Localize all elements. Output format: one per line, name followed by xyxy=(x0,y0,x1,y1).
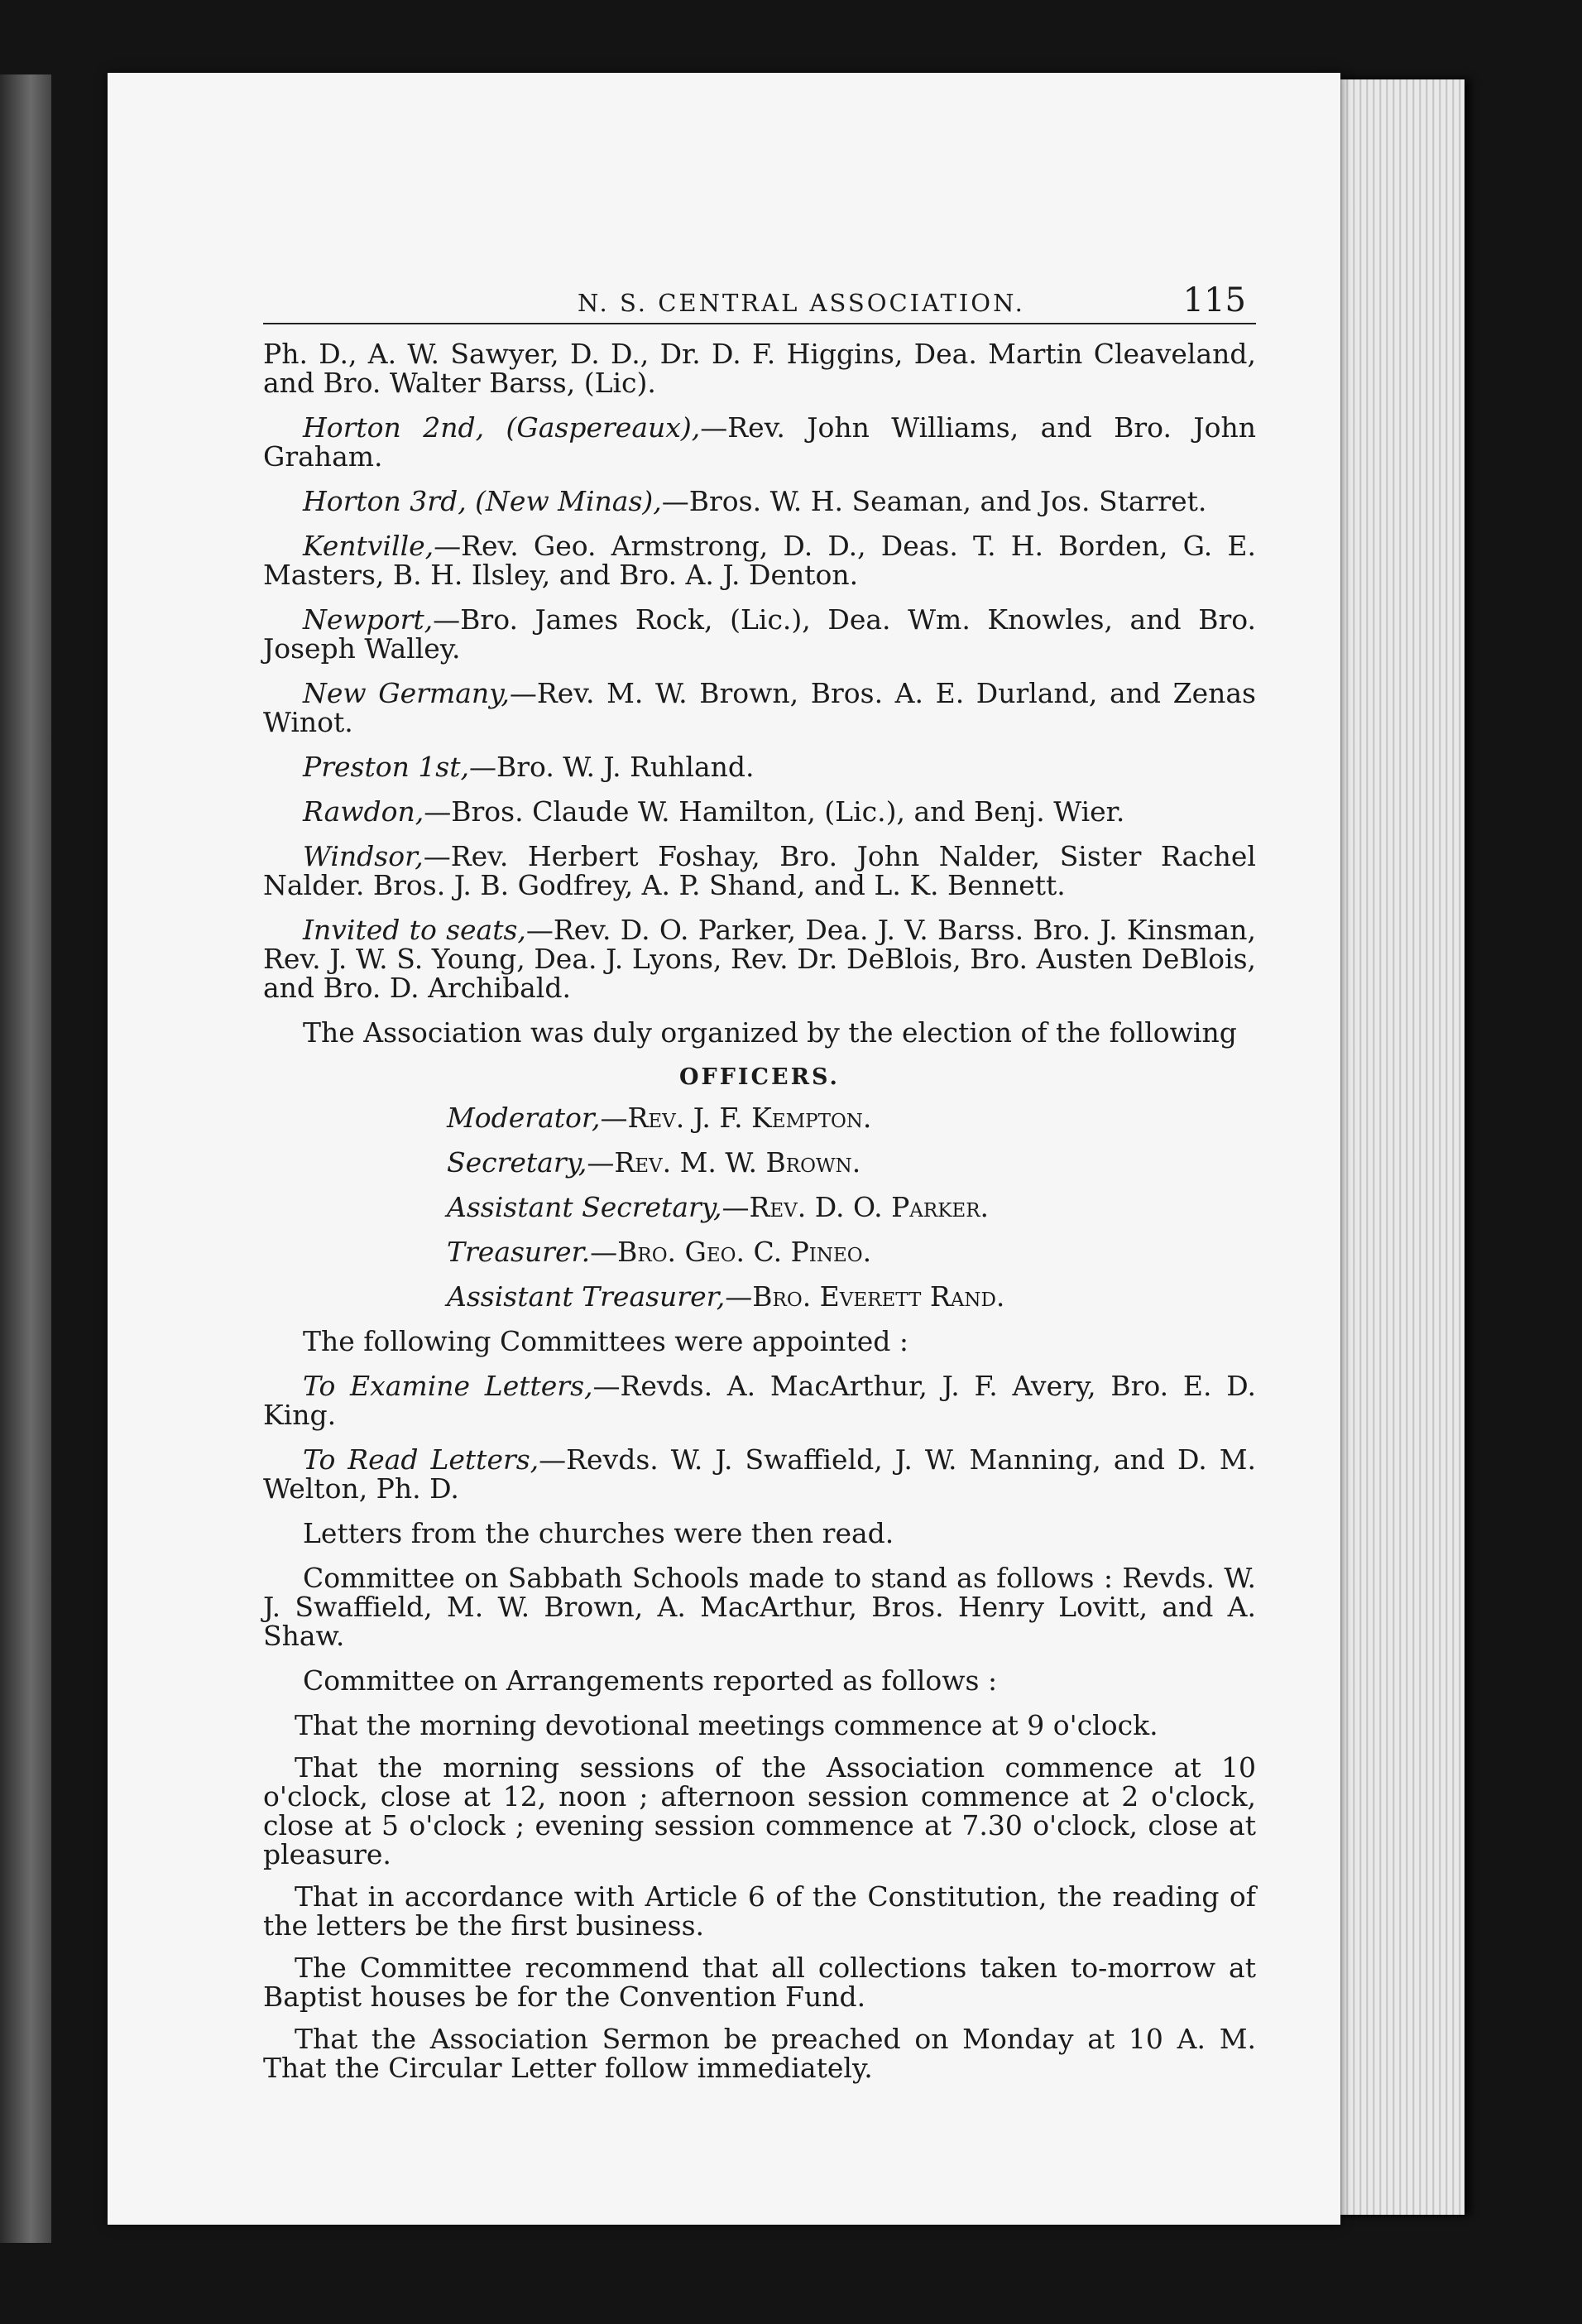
officer-name: —Rev. M. W. Brown. xyxy=(587,1146,861,1179)
arrangement-item: That the morning sessions of the Association commence at 10 o'clock, close at 12, noon ; afternoon session commence at 2 o'clock, close at 5 o'clock ; evening session commence at 7.30 o'clock, close at pleasure. xyxy=(263,1751,1256,1870)
church-name: Invited to seats, xyxy=(303,914,526,946)
officer-line xyxy=(447,1282,1256,1311)
church-name: Rawdon, xyxy=(303,795,424,828)
church-name: Preston 1st, xyxy=(303,751,469,783)
church-name: Horton 2nd, (Gaspereaux), xyxy=(303,411,701,444)
officer-role: Moderator, xyxy=(447,1102,601,1134)
letters-read-paragraph: Letters from the churches were then read. xyxy=(303,1517,894,1549)
officer-role: Assistant Secretary, xyxy=(447,1191,722,1223)
arrangements-intro: Committee on Arrangements reported as follows : xyxy=(303,1664,998,1697)
committee-members: —Revds. A. MacArthur, J. F. Avery, Bro. E. D. King. xyxy=(263,1370,1257,1431)
committees-intro: The following Committees were appointed : xyxy=(303,1325,908,1357)
officer-name: —Rev. D. O. Parker. xyxy=(721,1191,990,1223)
church-name: Kentville, xyxy=(303,530,434,562)
officer-line xyxy=(447,1193,1256,1222)
arrangement-item: That the Association Sermon be preached on Monday at 10 A. M. That the Circular Letter follow immediately. xyxy=(263,2023,1256,2084)
delegate-text: —Rev. M. W. Brown, Bros. A. E. Durland, and Zenas Winot. xyxy=(263,677,1256,738)
church-name: Horton 3rd, (New Minas), xyxy=(303,485,662,517)
delegate-entry xyxy=(263,752,1256,781)
adjacent-page-edge xyxy=(0,74,51,2243)
delegate-text: Ph. D., A. W. Sawyer, D. D., Dr. D. F. Higgins, Dea. Martin Cleaveland, and Bro. Walter Barss, (Lic). xyxy=(263,338,1256,399)
page-number: 115 xyxy=(1182,281,1246,319)
delegate-entry xyxy=(263,797,1256,826)
page-header xyxy=(263,281,1256,324)
delegate-entry xyxy=(263,842,1256,900)
delegate-entry xyxy=(263,605,1256,663)
delegate-text: —Rev. John Williams, and Bro. John Graham. xyxy=(263,411,1256,473)
committee-name: To Read Letters, xyxy=(303,1443,539,1476)
church-name: Newport, xyxy=(303,603,434,636)
committee-entry xyxy=(263,1445,1256,1503)
officer-role: Treasurer. xyxy=(447,1236,591,1268)
officer-role: Secretary, xyxy=(447,1146,587,1179)
officer-name: —Bro. Geo. C. Pineo. xyxy=(590,1236,872,1268)
delegate-text: —Rev. Herbert Foshay, Bro. John Nalder, Sister Rachel Nalder. Bros. J. B. Godfrey, A. P. Shand, and L. K. Bennett. xyxy=(263,840,1256,901)
delegate-entry xyxy=(263,531,1256,589)
officer-line xyxy=(447,1103,1256,1132)
officer-line xyxy=(447,1148,1256,1177)
arrangement-item: That in accordance with Article 6 of the Constitution, the reading of the letters be the first business. xyxy=(263,1880,1256,1942)
delegate-entry xyxy=(263,915,1256,1002)
church-name: New Germany, xyxy=(303,677,510,709)
committee-entry xyxy=(263,1371,1256,1429)
committee-name: To Examine Letters, xyxy=(303,1370,593,1402)
committee-members: —Revds. W. J. Swaffield, J. W. Manning, and D. M. Welton, Ph. D. xyxy=(263,1443,1256,1505)
delegate-text: —Rev. Geo. Armstrong, D. D., Deas. T. H. Borden, G. E. Masters, B. H. Ilsley, and Bro. A. J. Denton. xyxy=(263,530,1256,591)
arrangement-item: That the morning devotional meetings commence at 9 o'clock. xyxy=(295,1709,1158,1741)
delegate-text: —Bros. W. H. Seaman, and Jos. Starret. xyxy=(661,485,1207,517)
officer-line xyxy=(447,1237,1256,1266)
officer-name: —Rev. J. F. Kempton. xyxy=(600,1102,872,1134)
delegate-entry xyxy=(263,487,1256,516)
delegate-text: —Bro. James Rock, (Lic.), Dea. Wm. Knowles, and Bro. Joseph Walley. xyxy=(263,603,1256,665)
delegate-text: —Bro. W. J. Ruhland. xyxy=(469,751,755,783)
delegate-text: —Bros. Claude W. Hamilton, (Lic.), and Benj. Wier. xyxy=(424,795,1125,828)
church-name: Windsor, xyxy=(303,840,424,872)
officer-role: Assistant Treasurer, xyxy=(447,1280,726,1313)
delegate-entry xyxy=(263,413,1256,471)
sabbath-committee-paragraph: Committee on Sabbath Schools made to stand as follows : Revds. W. J. Swaffield, M. W. Brown, A. MacArthur, Bros. Henry Lovitt, and A. Shaw. xyxy=(263,1562,1256,1652)
arrangement-item: The Committee recommend that all collections taken to-morrow at Baptist houses be for the Convention Fund. xyxy=(263,1952,1256,2013)
delegate-entry xyxy=(263,679,1256,737)
officers-heading: OFFICERS. xyxy=(679,1064,840,1090)
officer-name: —Bro. Everett Rand. xyxy=(725,1280,1005,1313)
book-page xyxy=(108,73,1340,2225)
running-head: N. S. CENTRAL ASSOCIATION. xyxy=(578,289,1025,317)
page-text xyxy=(263,281,1257,2096)
organized-paragraph: The Association was duly organized by the election of the following xyxy=(303,1016,1237,1049)
delegate-text: —Rev. D. O. Parker, Dea. J. V. Barss. Bro. J. Kinsman, Rev. J. W. S. Young, Dea. J. Lyons, Rev. Dr. DeBlois, Bro. Austen DeBlois, and Bro. D. Archibald. xyxy=(263,914,1256,1004)
delegate-entry xyxy=(263,339,1256,397)
